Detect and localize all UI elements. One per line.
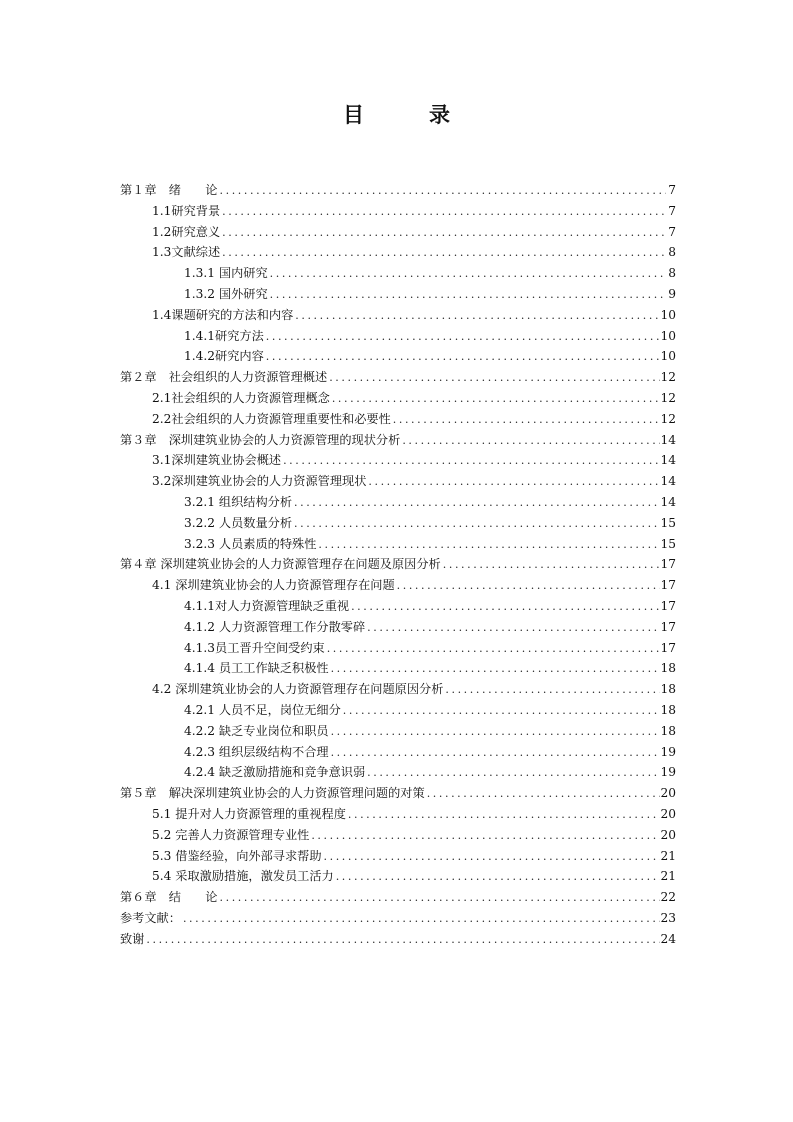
page-title: 目 录	[343, 102, 472, 127]
toc-entry-page: 7	[668, 183, 676, 197]
toc-entry[interactable]	[120, 346, 676, 367]
toc-entry-page: 18	[660, 723, 676, 738]
toc-entry-title: 1.2研究意义	[152, 224, 221, 239]
toc-entry-title: 3.2深圳建筑业协会的人力资源管理现状	[152, 474, 367, 489]
toc-entry[interactable]	[120, 554, 676, 575]
toc-entry[interactable]	[120, 222, 676, 243]
toc-entry-page: 18	[660, 661, 676, 676]
toc-leader-dots	[365, 763, 660, 784]
toc-entry-page: 12	[660, 370, 676, 385]
toc-leader-dots	[365, 618, 660, 639]
toc-leader-dots	[329, 659, 661, 680]
toc-entry[interactable]	[120, 638, 676, 659]
toc-entry[interactable]	[120, 201, 676, 222]
toc-entry-title: 4.1.1对人力资源管理缺乏重视	[184, 598, 350, 613]
toc-leader-dots	[330, 389, 661, 410]
toc-entry-title: 第４章 深圳建筑业协会的人力资源管理存在问题及原因分析	[120, 557, 441, 572]
toc-leader-dots	[334, 867, 661, 888]
toc-entry-title: 第１章 绪 论	[120, 183, 218, 197]
toc-leader-dots	[400, 431, 660, 452]
toc-entry-page: 23	[660, 910, 676, 925]
toc-entry-page: 10	[660, 307, 676, 322]
toc-entry-title: 第３章 深圳建筑业协会的人力资源管理的现状分析	[120, 432, 401, 447]
toc-entry-title: 4.2.2 缺乏专业岗位和职员	[184, 723, 329, 738]
toc-entry-page: 24	[660, 931, 676, 946]
toc-leader-dots	[395, 576, 661, 597]
toc-entry[interactable]	[120, 180, 676, 201]
toc-entry[interactable]	[120, 929, 676, 950]
toc-leader-dots	[181, 909, 661, 930]
toc-entry-page: 7	[668, 203, 676, 218]
toc-leader-dots	[443, 680, 660, 701]
toc-leader-dots	[218, 181, 667, 202]
toc-entry-page: 12	[660, 411, 676, 426]
toc-entry-title: 4.2 深圳建筑业协会的人力资源管理存在问题原因分析	[152, 682, 444, 697]
toc-leader-dots	[292, 514, 660, 535]
toc-entry-page: 19	[660, 744, 676, 759]
toc-entry[interactable]	[120, 658, 676, 679]
toc-entry[interactable]	[120, 388, 676, 409]
toc-entry-page: 15	[660, 536, 676, 551]
toc-entry[interactable]	[120, 679, 676, 700]
toc-entry-page: 17	[660, 578, 676, 593]
toc-entry-title: 3.2.1 组织结构分析	[184, 494, 293, 509]
toc-entry-title: 5.1 提升对人力资源管理的重视程度	[152, 806, 346, 821]
toc-entry-title: 4.1.3员工晋升空间受约束	[184, 640, 325, 655]
toc-leader-dots	[292, 493, 660, 514]
toc-entry[interactable]	[120, 242, 676, 263]
toc-leader-dots	[341, 701, 661, 722]
toc-entry-title: 1.3.2 国外研究	[184, 286, 268, 301]
toc-entry-page: 17	[660, 598, 676, 613]
toc-entry-page: 18	[660, 682, 676, 697]
toc-entry-page: 9	[668, 286, 676, 301]
toc-entry-page: 14	[660, 494, 676, 509]
toc-entry[interactable]	[120, 450, 676, 471]
toc-leader-dots	[325, 639, 661, 660]
toc-entry-title: 第５章 解决深圳建筑业协会的人力资源管理问题的对策	[120, 786, 425, 801]
toc-entry[interactable]	[120, 596, 676, 617]
toc-entry-page: 8	[668, 266, 676, 281]
toc-entry-page: 10	[660, 349, 676, 364]
toc-leader-dots	[441, 555, 661, 576]
toc-entry-page: 12	[660, 390, 676, 405]
toc-entry-title: 1.4.1研究方法	[184, 328, 264, 343]
toc-leader-dots	[425, 784, 661, 805]
toc-entry[interactable]	[120, 908, 676, 929]
toc-entry[interactable]	[120, 492, 676, 513]
toc-leader-dots	[391, 410, 661, 431]
toc-entry[interactable]	[120, 471, 676, 492]
table-of-contents	[120, 180, 676, 949]
toc-entry[interactable]	[120, 617, 676, 638]
toc-entry-page: 18	[660, 702, 676, 717]
toc-entry-page: 22	[660, 890, 676, 905]
toc-leader-dots	[144, 930, 660, 951]
toc-entry[interactable]	[120, 305, 676, 326]
toc-leader-dots	[346, 805, 661, 826]
toc-entry-title: 4.1.2 人力资源管理工作分散零碎	[184, 619, 366, 634]
toc-entry-title: 1.1研究背景	[152, 203, 221, 218]
toc-entry-title: 5.3 借鉴经验，向外部寻求帮助	[152, 848, 322, 863]
toc-entry[interactable]	[120, 700, 676, 721]
toc-leader-dots	[220, 243, 666, 264]
toc-entry-page: 14	[660, 474, 676, 489]
toc-entry[interactable]	[120, 575, 676, 596]
toc-entry[interactable]	[120, 367, 676, 388]
toc-leader-dots	[264, 347, 661, 368]
toc-entry-title: 第２章 社会组织的人力资源管理概述	[120, 370, 328, 385]
toc-entry[interactable]	[120, 804, 676, 825]
toc-leader-dots	[316, 535, 660, 556]
toc-entry[interactable]	[120, 846, 676, 867]
toc-entry-page: 8	[668, 245, 676, 260]
toc-entry[interactable]	[120, 887, 676, 908]
toc-entry[interactable]	[120, 866, 676, 887]
toc-leader-dots	[268, 264, 666, 285]
toc-entry[interactable]	[120, 284, 676, 305]
toc-entry-title: 5.2 完善人力资源管理专业性	[152, 827, 310, 842]
toc-entry[interactable]	[120, 263, 676, 284]
toc-leader-dots	[220, 223, 666, 244]
toc-entry-page: 14	[660, 432, 676, 447]
toc-leader-dots	[366, 472, 660, 493]
toc-entry[interactable]	[120, 326, 676, 347]
toc-entry-title: 5.4 采取激励措施，激发员工活力	[152, 869, 334, 884]
toc-entry[interactable]	[120, 721, 676, 742]
toc-leader-dots	[264, 327, 661, 348]
toc-entry-page: 17	[660, 619, 676, 634]
toc-entry[interactable]	[120, 430, 676, 451]
toc-entry[interactable]	[120, 762, 676, 783]
toc-entry-page: 20	[660, 806, 676, 821]
toc-entry-page: 19	[660, 765, 676, 780]
toc-leader-dots	[329, 722, 661, 743]
toc-entry-page: 20	[660, 827, 676, 842]
toc-leader-dots	[293, 306, 660, 327]
toc-entry[interactable]	[120, 825, 676, 846]
toc-entry[interactable]	[120, 513, 676, 534]
toc-entry-title: 参考文献：	[120, 910, 181, 925]
toc-entry-page: 14	[660, 453, 676, 468]
toc-entry-title: 3.2.3 人员素质的特殊性	[184, 536, 317, 551]
toc-entry-page: 21	[660, 869, 676, 884]
toc-entry-title: 2.2社会组织的人力资源管理重要性和必要性	[152, 411, 391, 426]
toc-leader-dots	[349, 597, 660, 618]
toc-leader-dots	[268, 285, 666, 306]
toc-entry-title: 1.4.2研究内容	[184, 349, 264, 364]
toc-entry-page: 15	[660, 515, 676, 530]
toc-leader-dots	[322, 847, 661, 868]
toc-entry-title: 4.2.4 缺乏激励措施和竞争意识弱	[184, 765, 366, 780]
toc-entry-title: 4.2.1 人员不足，岗位无细分	[184, 702, 341, 717]
toc-leader-dots	[281, 451, 660, 472]
toc-leader-dots	[327, 368, 660, 389]
toc-entry-page: 21	[660, 848, 676, 863]
toc-leader-dots	[309, 826, 660, 847]
toc-leader-dots	[220, 202, 666, 223]
toc-entry-title: 致谢	[120, 931, 145, 946]
toc-entry-page: 10	[660, 328, 676, 343]
toc-entry-title: 4.1.4 员工工作缺乏积极性	[184, 661, 329, 676]
toc-entry-title: 3.1深圳建筑业协会概述	[152, 453, 282, 468]
toc-entry-page: 17	[660, 640, 676, 655]
toc-entry-title: 1.4课题研究的方法和内容	[152, 307, 294, 322]
toc-entry[interactable]	[120, 783, 676, 804]
toc-leader-dots	[329, 743, 661, 764]
toc-entry-page: 17	[660, 557, 676, 572]
toc-entry-title: 4.2.3 组织层级结构不合理	[184, 744, 329, 759]
toc-entry-title: 第６章 结 论	[120, 890, 218, 905]
toc-leader-dots	[218, 888, 661, 909]
toc-entry-page: 7	[668, 224, 676, 239]
toc-entry-title: 3.2.2 人员数量分析	[184, 515, 293, 530]
toc-entry[interactable]	[120, 742, 676, 763]
toc-entry-title: 4.1 深圳建筑业协会的人力资源管理存在问题	[152, 578, 395, 593]
toc-entry-title: 2.1社会组织的人力资源管理概念	[152, 390, 330, 405]
toc-entry-title: 1.3文献综述	[152, 245, 221, 260]
toc-entry-title: 1.3.1 国内研究	[184, 266, 268, 281]
toc-entry[interactable]	[120, 409, 676, 430]
toc-entry-page: 20	[660, 786, 676, 801]
toc-entry[interactable]	[120, 534, 676, 555]
